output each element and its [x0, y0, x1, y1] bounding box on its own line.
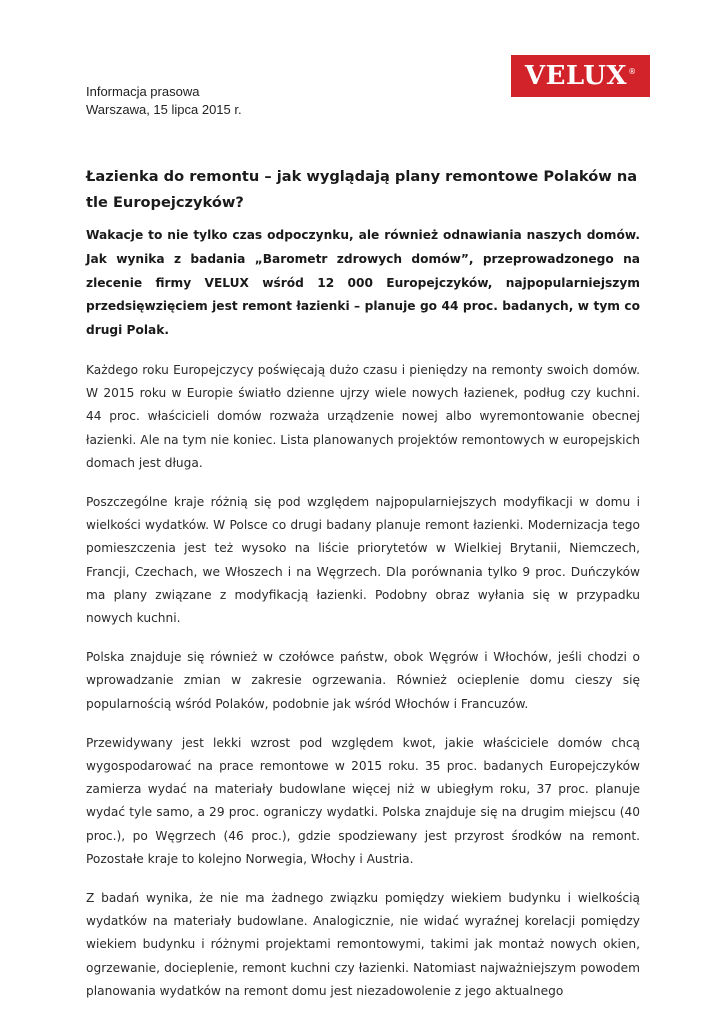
place-date: Warszawa, 15 lipca 2015 r.: [86, 102, 242, 117]
body-paragraph-4: Przewidywany jest lekki wzrost pod względem kwot, jakie właściciele domów chcą wygospodarować na prace remontowe w 2015 roku. 35 proc. badanych Europejczyków zamierza wydać na materiały budowlane więcej niż w ubiegłym roku, 37 proc. planuje wydać tyle samo, a 29 proc. ograniczy wydatki. Polska znajduje się na drugim miejscu (40 proc.), po Węgrzech (46 proc.), gdzie spodziewany jest przyrost środków na remont. Pozostałe kraje to kolejno Norwegia, Włochy i Austria.: [86, 735, 640, 866]
registered-mark: ®: [628, 67, 637, 76]
press-header: [86, 83, 242, 119]
article-body: [86, 224, 640, 1019]
velux-logo: [511, 55, 650, 97]
body-paragraph-2: Poszczególne kraje różnią się pod względem najpopularniejszych modyfikacji w domu i wielkości wydatków. W Polsce co drugi badany planuje remont łazienki. Modernizacja tego pomieszczenia jest też wysoko na liście priorytetów w Wielkiej Brytanii, Niemczech, Francji, Czechach, we Włoszech i na Węgrzech. Dla porównania tylko 9 proc. Duńczyków ma plany związane z modyfikacją łazienki. Podobny obraz wyłania się w przypadku nowych kuchni.: [86, 495, 640, 626]
body-paragraph-5: Z badań wynika, że nie ma żadnego związku pomiędzy wiekiem budynku i wielkością wydatków na materiały budowlane. Analogicznie, nie widać wyraźnej korelacji pomiędzy wiekiem budynku i różnymi projektami remontowymi, takimi jak montaż nowych okien, ogrzewanie, docieplenie, remont kuchni czy łazienki. Natomiast najważniejszym powodem planowania wydatków na remont domu jest niezadowolenie z jego aktualnego: [86, 891, 640, 998]
body-paragraph-3: Polska znajduje się również w czołówce państw, obok Węgrów i Włochów, jeśli chodzi o wprowadzanie zmian w zakresie ogrzewania. Również ocieplenie domu cieszy się popularnością wśród Polaków, podobnie jak wśród Włochów i Francuzów.: [86, 650, 640, 711]
logo-text: VELUX: [524, 61, 628, 91]
article-title: Łazienka do remontu – jak wyglądają plany remontowe Polaków na tle Europejczyków?: [86, 168, 638, 211]
lead-paragraph: Wakacje to nie tylko czas odpoczynku, ale również odnawiania naszych domów. Jak wynika z badania „Barometr zdrowych domów”, przeprowadzonego na zlecenie firmy VELUX wśród 12 000 Europejczyków, najpopularniejszym przedsięwzięciem jest remont łazienki – planuje go 44 proc. badanych, w tym co drugi Polak.: [86, 228, 640, 338]
press-release-label: Informacja prasowa: [86, 84, 200, 99]
body-paragraph-1: Każdego roku Europejczycy poświęcają dużo czasu i pieniędzy na remonty swoich domów. W 2015 roku w Europie światło dzienne ujrzy wiele nowych łazienek, podług czy kuchni. 44 proc. właścicieli domów rozważa urządzenie nowej albo wyremontowanie obecnej łazienki. Ale na tym nie koniec. Lista planowanych projektów remontowych w europejskich domach jest długa.: [86, 362, 640, 470]
